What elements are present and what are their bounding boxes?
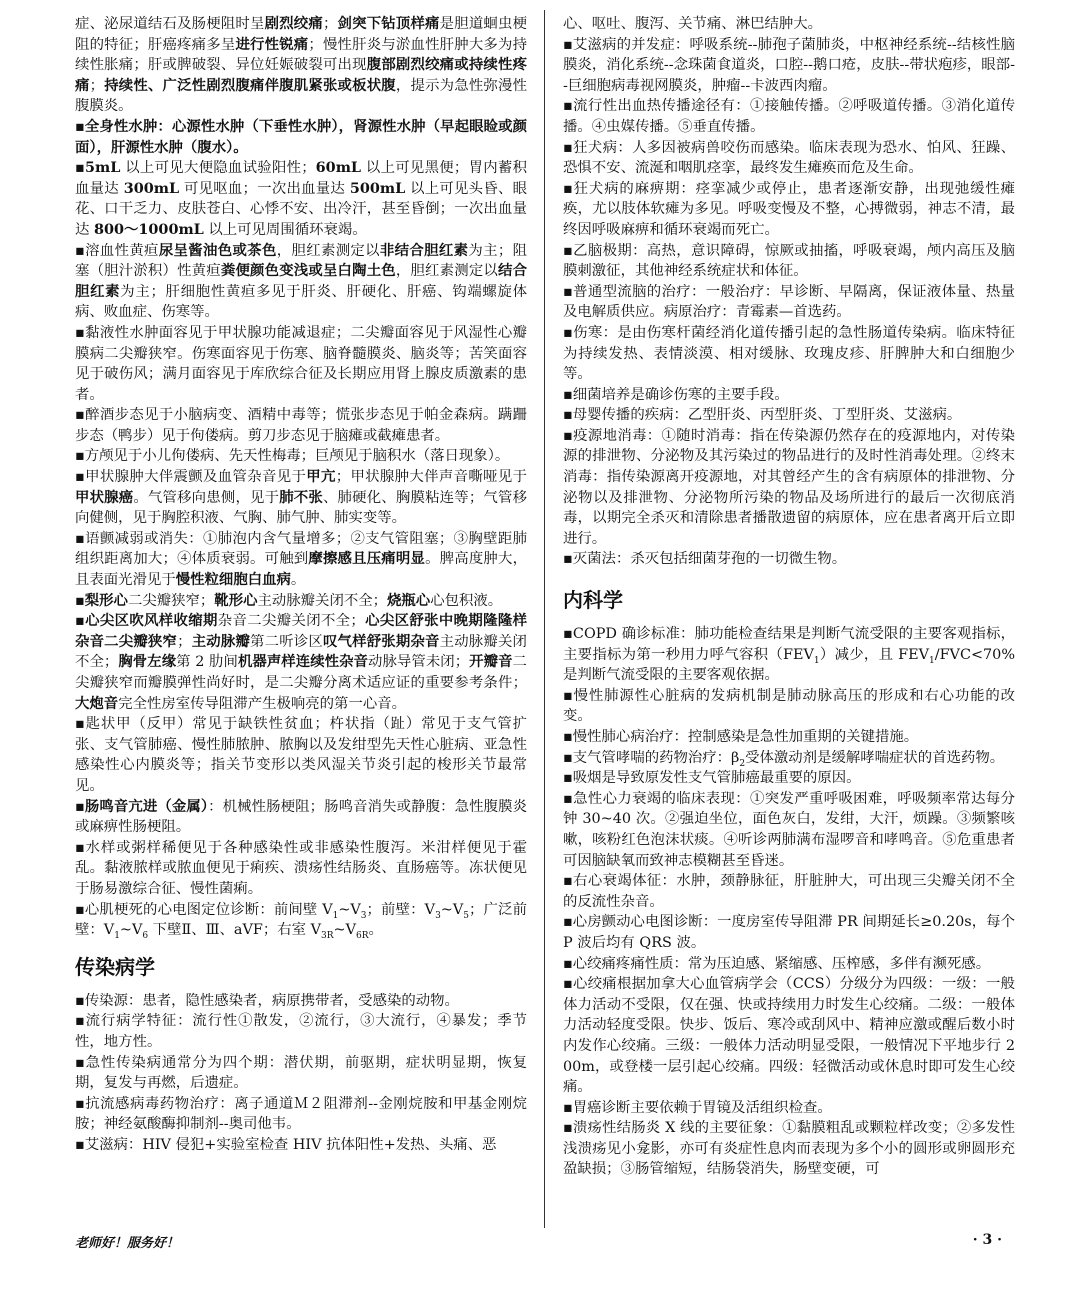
text-run: ▪母婴传播的疾病：乙型肝炎、丙型肝炎、丁型肝炎、艾滋病。 — [563, 407, 962, 424]
text-run: 3 — [435, 910, 441, 921]
text-run: 动脉导管未闭； — [368, 654, 470, 671]
text-run: 甲状腺癌 — [75, 488, 134, 506]
text-run: 60mL — [315, 159, 362, 177]
text-run: ▪胃癌诊断主要依赖于胃镜及活组织检查。 — [563, 1099, 832, 1116]
text-run: ~V — [440, 901, 464, 918]
text-run: 第 2 肋间 — [176, 654, 238, 671]
left-paragraph — [75, 591, 527, 612]
right-paragraph — [563, 912, 1015, 953]
text-run: 腹部剧烈绞痛或持续性疼痛 — [75, 56, 527, 94]
text-run: 胸骨左缘 — [118, 653, 177, 671]
right-paragraph — [563, 549, 1015, 570]
right-paragraph — [563, 323, 1015, 385]
text-run: ▪心绞痛疼痛性质：常为压迫感、紧缩感、压榨感，多伴有濒死感。 — [563, 955, 991, 972]
left-paragraph — [75, 158, 527, 240]
footer-slogan: 老师好！服务好！ — [75, 1236, 180, 1251]
text-run: ▪急性传染病通常分为四个期：潜伏期，前驱期，症状明显期，恢复期，复发与再燃，后遗症。 — [75, 1054, 527, 1092]
left-paragraph — [75, 1011, 527, 1052]
right-paragraph — [563, 426, 1015, 550]
text-run: 持续性、广泛性剧烈腹痛伴腹肌紧张或板状腹 — [104, 76, 396, 94]
text-run: 进行性锐痛 — [235, 35, 309, 53]
section-heading-internal-medicine: 内科学 — [563, 588, 623, 613]
left-paragraph — [75, 117, 527, 158]
text-run: 受体激动剂是缓解哮喘症状的首选药物。 — [745, 749, 1005, 766]
text-run: ~V — [338, 901, 361, 918]
left-paragraph — [75, 1135, 527, 1156]
left-paragraph — [75, 405, 527, 446]
text-run: 。 — [290, 572, 306, 589]
text-run: 主动脉瓣关闭不全； — [257, 592, 388, 609]
text-run: 可见呕血；一次出血量达 — [179, 180, 350, 197]
text-run: ，胆红素测定以 — [276, 242, 380, 259]
text-run: 下壁Ⅱ、Ⅲ、aVF；右室 V — [148, 922, 322, 939]
text-run: 非结合胆红素 — [379, 241, 469, 259]
text-run: 2 — [739, 758, 746, 769]
left-paragraphs — [75, 14, 527, 941]
text-run: ▪溃疡性结肠炎 X 线的主要征象：①黏膜粗乱或颗粒样改变；②多发性浅溃疡见小龛影，亦可有炎症性息肉而表现为多个小的圆形或卵圆形充盈缺损；③肠管缩短，结肠袋消失，肠壁变硬，可 — [563, 1120, 1015, 1178]
right-paragraphs — [563, 14, 1015, 570]
text-run: ▪流行性出血热传播途径有：①接触传播。②呼吸道传播。③消化道传播。④虫媒传播。⑤垂直传播。 — [563, 98, 1015, 135]
text-run: 1 — [332, 910, 339, 921]
text-run: 第二听诊区 — [250, 633, 323, 650]
text-run: 1 — [114, 931, 120, 941]
text-run: 杂音二尖瓣关闭不全； — [217, 613, 365, 630]
text-run: ▪语颤减弱或消失：①肺泡内含气量增多；②支气管阻塞；③胸壁距肺组织距离加大；④体质衰弱。可触到 — [75, 530, 527, 568]
left-paragraph — [75, 241, 527, 323]
right-paragraph — [563, 954, 1015, 975]
text-run: ；前壁：V — [366, 901, 436, 918]
left-paragraph — [75, 1094, 527, 1135]
text-run: ▪艾滋病的并发症：呼吸系统--肺孢子菌肺炎，中枢神经系统--结核性脑膜炎，消化系统--念珠菌食道炎，口腔--鹅口疮，皮肤--带状疱疹，眼部--巨细胞病毒视网膜炎，肿瘤--卡波西肉瘤。 — [563, 36, 1015, 94]
column-divider — [544, 10, 545, 1228]
text-run: 3 — [360, 910, 367, 921]
right-paragraph — [563, 727, 1015, 748]
text-run: 烧瓶心 — [387, 591, 431, 609]
text-run: ；广泛前壁：V — [75, 901, 527, 939]
left-paragraph — [75, 900, 527, 941]
right-paragraph — [563, 624, 1015, 686]
right-paragraph — [563, 789, 1015, 871]
text-run: ▪水样或粥样稀便见于各种感染性或非感染性腹泻。米泔样便见于霍乱。黏液脓样或脓血便见于痢疾、溃疡性结肠炎、直肠癌等。冻状便见于肠易激综合征、慢性菌痢。 — [75, 839, 527, 897]
text-run: ▪吸烟是导致原发性支气管肺癌最重要的原因。 — [563, 770, 861, 787]
text-run: 肺不张 — [279, 488, 323, 506]
right-paragraph — [563, 35, 1015, 97]
text-run: 症、泌尿道结石及肠梗阻时呈 — [75, 16, 265, 32]
text-run: ▪艾滋病：HIV 侵犯+实验室检查 HIV 抗体阳性+发热、头痛、恶 — [75, 1136, 497, 1153]
text-run: ▪COPD 确诊标准：肺功能检查结果是判断气流受限的主要客观指标，主要指标为第一秒用力呼气容积（FEV — [563, 626, 1015, 663]
text-run: 大炮音 — [75, 694, 119, 712]
text-run: 5 — [463, 910, 469, 921]
text-run: ▪灭菌法：杀灭包括细菌芽孢的一切微生物。 — [563, 551, 847, 568]
left-paragraph — [75, 446, 527, 467]
text-run: 300mL — [123, 179, 180, 197]
left-paragraph — [75, 714, 527, 796]
text-run: ▪方颅见于小儿佝偻病、先天性梅毒；巨颅见于脑积水（落日现象）。 — [75, 448, 510, 465]
text-run: 1 — [813, 655, 820, 666]
text-run: ▪梨形心 — [75, 591, 128, 609]
text-run: 以上可见头昏、眼花、口干乏力、皮肤苍白、心悸不安、出冷汗，甚至昏倒；一次出血量达 — [75, 180, 528, 238]
text-run: ▪心房颤动心电图诊断：一度房室传导阻滞 PR 间期延长≥0.20s，每个 P 波后均有 QRS 波。 — [563, 914, 1015, 951]
text-run: 剑突下钻顶样痛 — [337, 15, 440, 32]
text-run: 叹气样舒张期杂音 — [322, 632, 440, 650]
text-run: 尿呈酱油色或茶色 — [158, 241, 277, 259]
left-paragraph — [75, 611, 527, 714]
right-paragraphs-2 — [563, 624, 1015, 1180]
left-column — [75, 14, 527, 1155]
text-run: ▪慢性肺心病治疗：控制感染是急性加重期的关键措施。 — [563, 729, 919, 745]
page-number: · 3 · — [972, 1232, 1002, 1248]
text-run: ▪狂犬病的麻痹期：痉挛减少或停止，患者逐渐安静，出现弛缓性瘫痪，尤以肢体软瘫为多见。呼吸变慢及不整，心搏微弱，神志不清，最终因呼吸麻痹和循环衰竭而死亡。 — [563, 180, 1015, 238]
text-run: ~V — [119, 922, 143, 939]
text-run: 以上可见大便隐血试验阳性； — [120, 160, 316, 177]
text-run: 为主；阻塞（胆汁淤积）性黄疸 — [75, 242, 527, 280]
text-run: 以上可见黑便；胃内蓄积血量达 — [75, 160, 527, 197]
right-paragraph — [563, 1098, 1015, 1119]
text-run: 机器声样连续性杂音 — [237, 653, 369, 671]
text-run: ▪右心衰竭体征：水肿，颈静脉征，肝脏肿大，可出现三尖瓣关闭不全的反流性杂音。 — [563, 873, 1015, 910]
text-run: ▪甲状腺肿大伴震颤及血管杂音见于 — [75, 469, 307, 486]
text-run: ▪醉酒步态见于小脑病变、酒精中毒等；慌张步态见于帕金森病。蹒跚步态（鸭步）见于佝偻病。剪刀步态见于脑瘫或截瘫患者。 — [75, 407, 527, 444]
text-run: 。气管移向患侧，见于 — [133, 489, 280, 506]
text-run: ▪抗流感病毒药物治疗：离子通道Ｍ２阻滞剂--金刚烷胺和甲基金刚烷胺；神经氨酸酶抑制剂--奥司他韦。 — [75, 1095, 527, 1133]
right-paragraph — [563, 871, 1015, 912]
text-run: 结合胆红素 — [75, 262, 527, 300]
text-run: 6R — [355, 931, 369, 941]
text-run: 为主；肝细胞性黄疸多见于肝炎、肝硬化、肝癌、钩端螺旋体病、败血症、伤寒等。 — [75, 283, 527, 321]
left-paragraphs-2 — [75, 991, 527, 1156]
text-run: 。 — [368, 922, 383, 939]
right-paragraph — [563, 974, 1015, 1098]
text-run: ▪匙状甲（反甲）常见于缺铁性贫血；杵状指（趾）常见于支气管扩张、支气管肺癌、慢性肺脓肿、脓胸以及发绀型先天性心脏病、亚急性感染性心内膜炎等；指关节变形以类风湿关节炎引起的梭形关节最常见。 — [75, 716, 527, 794]
text-run: ； — [177, 633, 192, 650]
text-run: ▪心尖区吹风样收缩期 — [75, 612, 218, 630]
text-run: ▪疫源地消毒：①随时消毒：指在传染源仍然存在的疫源地内，对传染源的排泄物、分泌物及其污染过的物品进行的及时性消毒处理。②终末消毒：指传染源离开疫源地，对其曾经产生的含有病原体的排泄物、分泌物以及排泄物、分泌物所污染的物品及场所进行的最后一次彻底消毒，以期完全杀灭和清除患者播散遗留的病原体，应在患者离开后立即进行。 — [563, 427, 1015, 547]
text-run: ，胆红素测定以 — [395, 263, 498, 280]
right-paragraph — [563, 768, 1015, 789]
text-run: ▪伤寒：是由伤寒杆菌经消化道传播引起的急性肠道传染病。临床特征为持续发热、表情淡漠、相对缓脉、玫瑰皮疹、肝脾肿大和白细胞少等。 — [563, 324, 1015, 383]
text-run: ▪普通型流脑的治疗：一般治疗：早诊断、早隔离，保证液体量、热量及电解质供应。病原治疗：青霉素—首选药。 — [563, 283, 1015, 321]
left-paragraph — [75, 838, 527, 900]
text-run: ：机械性肠梗阻；肠鸣音消失或静腹：急性腹膜炎或麻痹性肠梗阻。 — [75, 798, 527, 836]
right-paragraph — [563, 96, 1015, 137]
text-run: ▪溶血性黄疸 — [75, 242, 159, 259]
text-run: ▪心肌梗死的心电图定位诊断：前间壁 V — [75, 901, 333, 918]
left-paragraph — [75, 14, 527, 117]
text-run: /FVC<70%是判断气流受限的主要客观依据。 — [563, 646, 1015, 684]
left-paragraph — [75, 1053, 527, 1094]
right-paragraph — [563, 385, 1015, 406]
section-heading-infectious-diseases: 传染病学 — [75, 954, 155, 979]
text-run: ▪慢性肺源性心脏病的发病机制是肺动脉高压的形成和右心功能的改变。 — [563, 687, 1015, 725]
text-run: ▪传染源：患者，隐性感染者，病原携带者，受感染的动物。 — [75, 992, 459, 1009]
text-run: 心包积液。 — [430, 592, 503, 609]
text-run: 粪便颜色变浅或呈白陶土色 — [220, 262, 396, 280]
text-run: ；慢性肝炎与淤血性肝肿大多为持续性胀痛；肝或脾破裂、异位妊娠破裂可出现 — [75, 36, 527, 74]
right-paragraph — [563, 748, 1015, 769]
text-run: 靴形心 — [214, 591, 258, 609]
left-paragraph — [75, 467, 527, 529]
text-run: 心、呕吐、腹泻、关节痛、淋巴结肿大。 — [563, 16, 823, 32]
text-run: 甲亢 — [306, 468, 336, 486]
text-run: ~V — [333, 922, 356, 939]
text-run: 主动脉瓣关闭不全； — [75, 633, 527, 671]
text-run: 6 — [142, 931, 149, 941]
text-run: 800～1000mL — [93, 220, 204, 238]
text-run: 主动脉瓣 — [191, 632, 251, 650]
text-run: 以上可见周围循环衰竭。 — [203, 221, 367, 238]
text-run: ▪狂犬病：人多因被病兽咬伤而感染。临床表现为恐水、怕风、狂躁、恐惧不安、流涎和咽肌痉挛，最终发生瘫痪而危及生命。 — [563, 139, 1015, 177]
left-paragraph — [75, 323, 527, 405]
right-paragraph — [563, 282, 1015, 323]
right-paragraph — [563, 241, 1015, 282]
text-run: 是胆道蛔虫梗阻的特征；肝癌疼痛多呈 — [75, 16, 527, 53]
text-run: 二尖瓣狭窄而瓣膜弹性尚好时，是二尖瓣分离术适应证的重要参考条件； — [75, 654, 527, 691]
text-run: 开瓣音 — [469, 653, 513, 671]
text-run: ，提示为急性弥漫性腹膜炎。 — [75, 77, 527, 115]
text-run: ▪5mL — [75, 159, 121, 177]
text-run: 500mL — [349, 179, 406, 197]
right-paragraph — [563, 14, 1015, 35]
right-column — [563, 14, 1015, 1180]
text-run: 摩擦感且压痛明显 — [308, 550, 426, 568]
text-run: 心尖区舒张中晚期隆隆样杂音二尖瓣狭窄 — [75, 612, 527, 650]
text-run: 二尖瓣狭窄； — [127, 592, 215, 609]
text-run: ▪乙脑极期：高热，意识障碍，惊厥或抽搐，呼吸衰竭，颅内高压及脑膜刺激征，其他神经系统症状和体征。 — [563, 242, 1015, 280]
right-paragraph — [563, 179, 1015, 241]
left-paragraph — [75, 991, 527, 1012]
text-run: ▪肠鸣音亢进（金属） — [75, 797, 209, 815]
text-run: 剧烈绞痛 — [264, 15, 323, 32]
text-run: ▪流行病学特征：流行性①散发，②流行，③大流行，④暴发；季节性，地方性。 — [75, 1013, 527, 1050]
left-paragraph — [75, 529, 527, 591]
text-run: 3R — [321, 931, 334, 941]
text-run: ▪全身性水肿：心源性水肿（下垂性水肿），肾源性水肿（早起眼睑或颜面），肝源性水肿（腹水）。 — [75, 117, 527, 156]
text-run: ▪支气管哮喘的药物治疗：β — [563, 749, 740, 766]
text-run: ▪急性心力衰竭的临床表现：①突发严重呼吸困难，呼吸频率常达每分钟 30~40 次。②强迫坐位，面色灰白，发绀，大汗，烦躁。③频繁咳嗽，咳粉红色泡沫状痰。④听诊两肺满布湿啰音和哮鸣音。⑤危重患者可因脑缺氧而致神志模糊甚至昏迷。 — [563, 790, 1015, 869]
left-paragraph — [75, 797, 527, 838]
text-run: ； — [322, 16, 338, 32]
right-paragraph — [563, 405, 1015, 426]
right-paragraph — [563, 1118, 1015, 1180]
text-run: ▪心绞痛根据加拿大心血管病学会（CCS）分级分为四级：一级：一般体力活动不受限，仅在强、快或持续用力时发生心绞痛。二级：一般体力活动轻度受限。快步、饭后、寒冷或刮风中、精神应激或醒后数小时内发作心绞痛。三级：一般体力活动明显受限，一般情况下平地步行 200m，或登楼一层引起心绞痛。四级：轻微活动或休息时即可发生心绞痛。 — [563, 976, 1015, 1096]
text-run: ）减少，且 FEV — [819, 646, 929, 663]
right-paragraph — [563, 686, 1015, 727]
text-run: ▪细菌培养是确诊伤寒的主要手段。 — [563, 386, 789, 403]
text-run: 。脾高度肿大，且表面光滑见于 — [75, 551, 527, 589]
text-run: 1 — [928, 655, 935, 666]
text-run: ▪黏液性水肿面容见于甲状腺功能减退症；二尖瓣面容见于风湿性心瓣膜病二尖瓣狭窄。伤寒面容见于伤寒、脑脊髓膜炎、脑炎等；苦笑面容见于破伤风；满月面容见于库欣综合征及长期应用肾上腺皮质激素的患者。 — [75, 324, 527, 403]
right-paragraph — [563, 138, 1015, 179]
text-run: 完全性房室传导阻滞产生极响亮的第一心音。 — [118, 695, 407, 712]
text-run: ；甲状腺肿大伴声音嘶哑见于 — [335, 469, 527, 486]
text-run: 慢性粒细胞白血病 — [175, 571, 291, 589]
text-run: ； — [89, 77, 104, 94]
text-run: 、肺硬化、胸膜粘连等；气管移向健侧，见于胸腔积液、气胸、肺气肿、肺实变等。 — [75, 489, 527, 527]
